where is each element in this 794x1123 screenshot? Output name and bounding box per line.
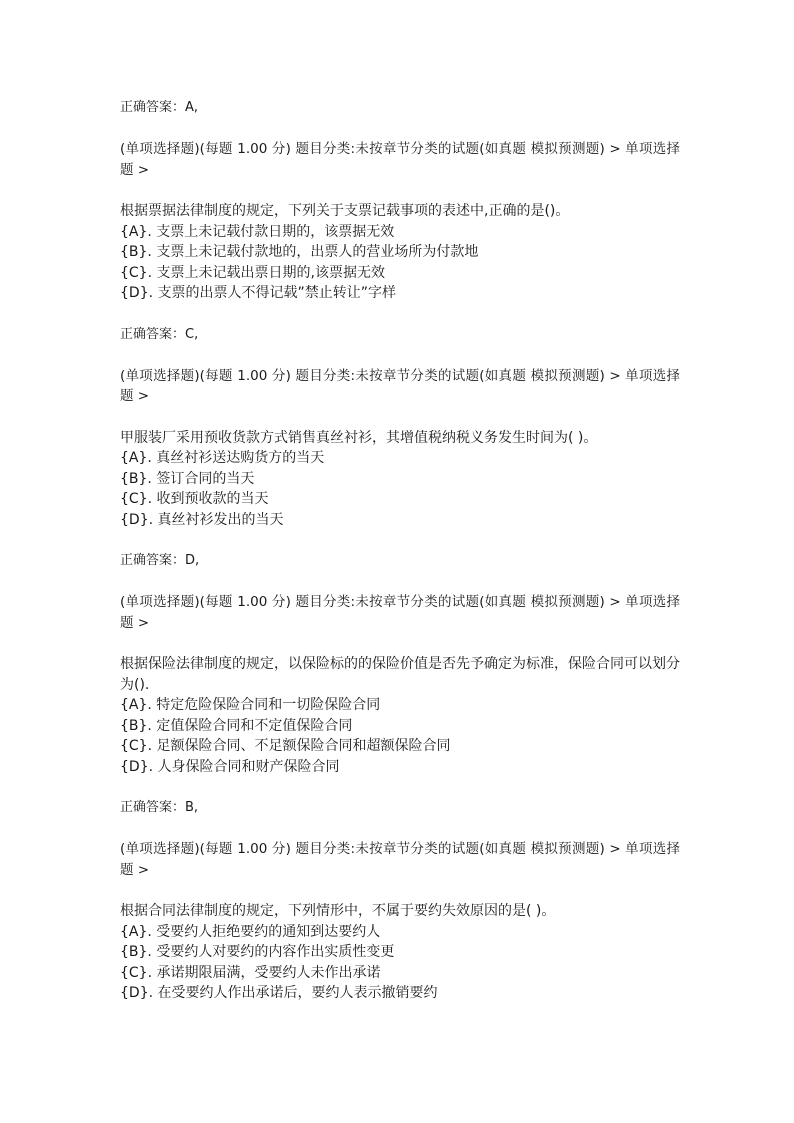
option-c: {C}. 足额保险合同、不足额保险合同和超额保险合同 xyxy=(120,738,451,754)
option-b: {B}. 签订合同的当天 xyxy=(120,470,255,487)
question-meta: (单项选择题)(每题 1.00 分) 题目分类:未按章节分类的试题(如真题 模拟预测题) > 单项选择题 > xyxy=(120,841,680,878)
option-b: {B}. 受要约人对要约的内容作出实质性变更 xyxy=(120,944,395,960)
answer-line: 正确答案：B, xyxy=(120,800,199,815)
document-page xyxy=(120,98,680,1004)
option-b: {B}. 支票上未记载付款地的，出票人的营业场所为付款地 xyxy=(120,244,479,260)
option-c: {C}. 支票上未记载出票日期的,该票据无效 xyxy=(120,264,385,281)
question-meta: (单项选择题)(每题 1.00 分) 题目分类:未按章节分类的试题(如真题 模拟预测题) > 单项选择题 > xyxy=(120,367,680,404)
question-block xyxy=(120,839,680,1004)
question-stem: 根据合同法律制度的规定，下列情形中，不属于要约失效原因的是( )。 xyxy=(120,903,556,919)
question-meta: (单项选择题)(每题 1.00 分) 题目分类:未按章节分类的试题(如真题 模拟预测题) > 单项选择题 > xyxy=(120,141,680,178)
option-a: {A}. 受要约人拒绝要约的通知到达要约人 xyxy=(120,923,381,940)
option-c: {C}. 承诺期限届满，受要约人未作出承诺 xyxy=(120,964,381,981)
question-stem: 甲服装厂采用预收货款方式销售真丝衬衫，其增值税纳税义务发生时间为( )。 xyxy=(120,429,598,446)
option-a: {A}. 支票上未记载付款日期的，该票据无效 xyxy=(120,223,395,240)
option-a: {A}. 真丝衬衫送达购货方的当天 xyxy=(120,450,325,466)
question-meta: (单项选择题)(每题 1.00 分) 题目分类:未按章节分类的试题(如真题 模拟预测题) > 单项选择题 > xyxy=(120,594,680,631)
question-stem: 根据票据法律制度的规定，下列关于支票记载事项的表述中,正确的是()。 xyxy=(120,203,570,219)
option-c: {C}. 收到预收款的当天 xyxy=(120,491,269,507)
question-stem: 根据保险法律制度的规定，以保险标的的保险价值是否先予确定为标准，保险合同可以划分为(). xyxy=(120,656,680,693)
option-d: {D}. 支票的出票人不得记载”禁止转让”字样 xyxy=(120,285,396,301)
option-b: {B}. 定值保险合同和不定值保险合同 xyxy=(120,717,353,734)
option-d: {D}. 在受要约人作出承诺后，要约人表示撤销要约 xyxy=(120,985,438,1001)
option-a: {A}. 特定危险保险合同和一切险保险合同 xyxy=(120,697,381,713)
question-block xyxy=(120,592,680,839)
answer-line: 正确答案：A, xyxy=(120,100,199,115)
question-block xyxy=(120,139,680,366)
question-block xyxy=(120,366,680,593)
answer-line: 正确答案：C, xyxy=(120,326,199,342)
option-d: {D}. 真丝衬衫发出的当天 xyxy=(120,511,284,528)
answer-line: 正确答案：D, xyxy=(120,553,200,568)
option-d: {D}. 人身保险合同和财产保险合同 xyxy=(120,758,340,775)
